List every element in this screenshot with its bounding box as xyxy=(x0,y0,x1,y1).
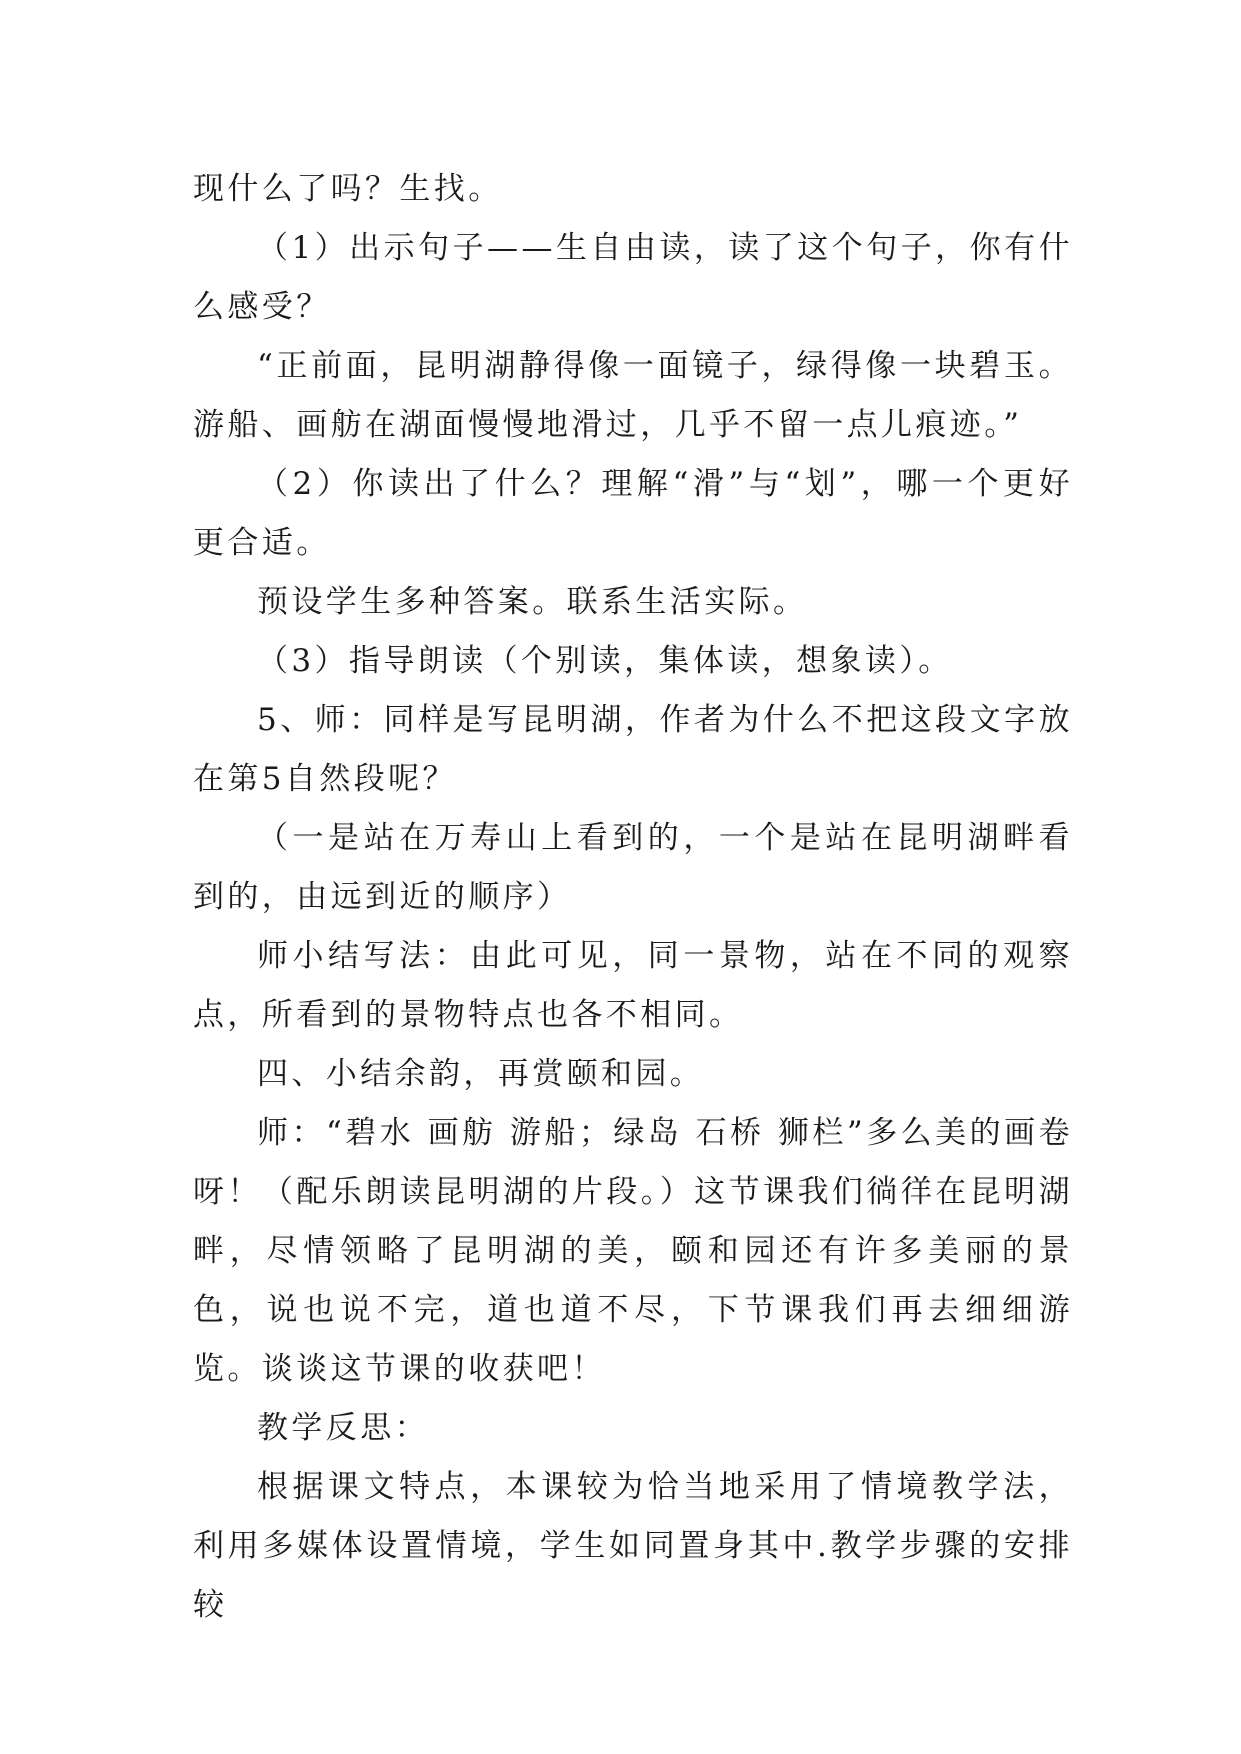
paragraph: （1）出示句子——生自由读，读了这个句子，你有什么感受？ xyxy=(193,230,1073,325)
paragraph: “正前面，昆明湖静得像一面镜子，绿得像一块碧玉。游船、画舫在湖面慢慢地滑过，几乎不留一点儿痕迹。” xyxy=(193,348,1073,443)
document-body xyxy=(193,160,1073,1635)
section-heading: 四、小结余韵，再赏颐和园。 xyxy=(257,1056,705,1092)
paragraph: （一是站在万寿山上看到的，一个是站在昆明湖畔看到的，由远到近的顺序） xyxy=(193,820,1073,915)
paragraph: 预设学生多种答案。联系生活实际。 xyxy=(257,584,808,620)
paragraph: 师：“碧水 画舫 游船；绿岛 石桥 狮栏”多么美的画卷呀！（配乐朗读昆明湖的片段。）这节课我们徜徉在昆明湖畔，尽情领略了昆明湖的美，颐和园还有许多美丽的景色，说也说不完，道也道不尽，下节课我们再去细细游览。谈谈这节课的收获吧！ xyxy=(193,1115,1073,1387)
paragraph: （2）你读出了什么？理解“滑”与“划”，哪一个更好更合适。 xyxy=(193,466,1073,561)
paragraph: 5、师：同样是写昆明湖，作者为什么不把这段文字放在第5自然段呢？ xyxy=(193,702,1073,797)
paragraph: 师小结写法：由此可见，同一景物，站在不同的观察点，所看到的景物特点也各不相同。 xyxy=(193,938,1073,1033)
section-heading: 教学反思： xyxy=(257,1410,429,1446)
paragraph: （3）指导朗读（个别读，集体读，想象读）。 xyxy=(257,643,953,679)
paragraph: 现什么了吗？生找。 xyxy=(193,171,503,207)
paragraph: 根据课文特点，本课较为恰当地采用了情境教学法，利用多媒体设置情境，学生如同置身其中.教学步骤的安排较 xyxy=(193,1469,1073,1623)
